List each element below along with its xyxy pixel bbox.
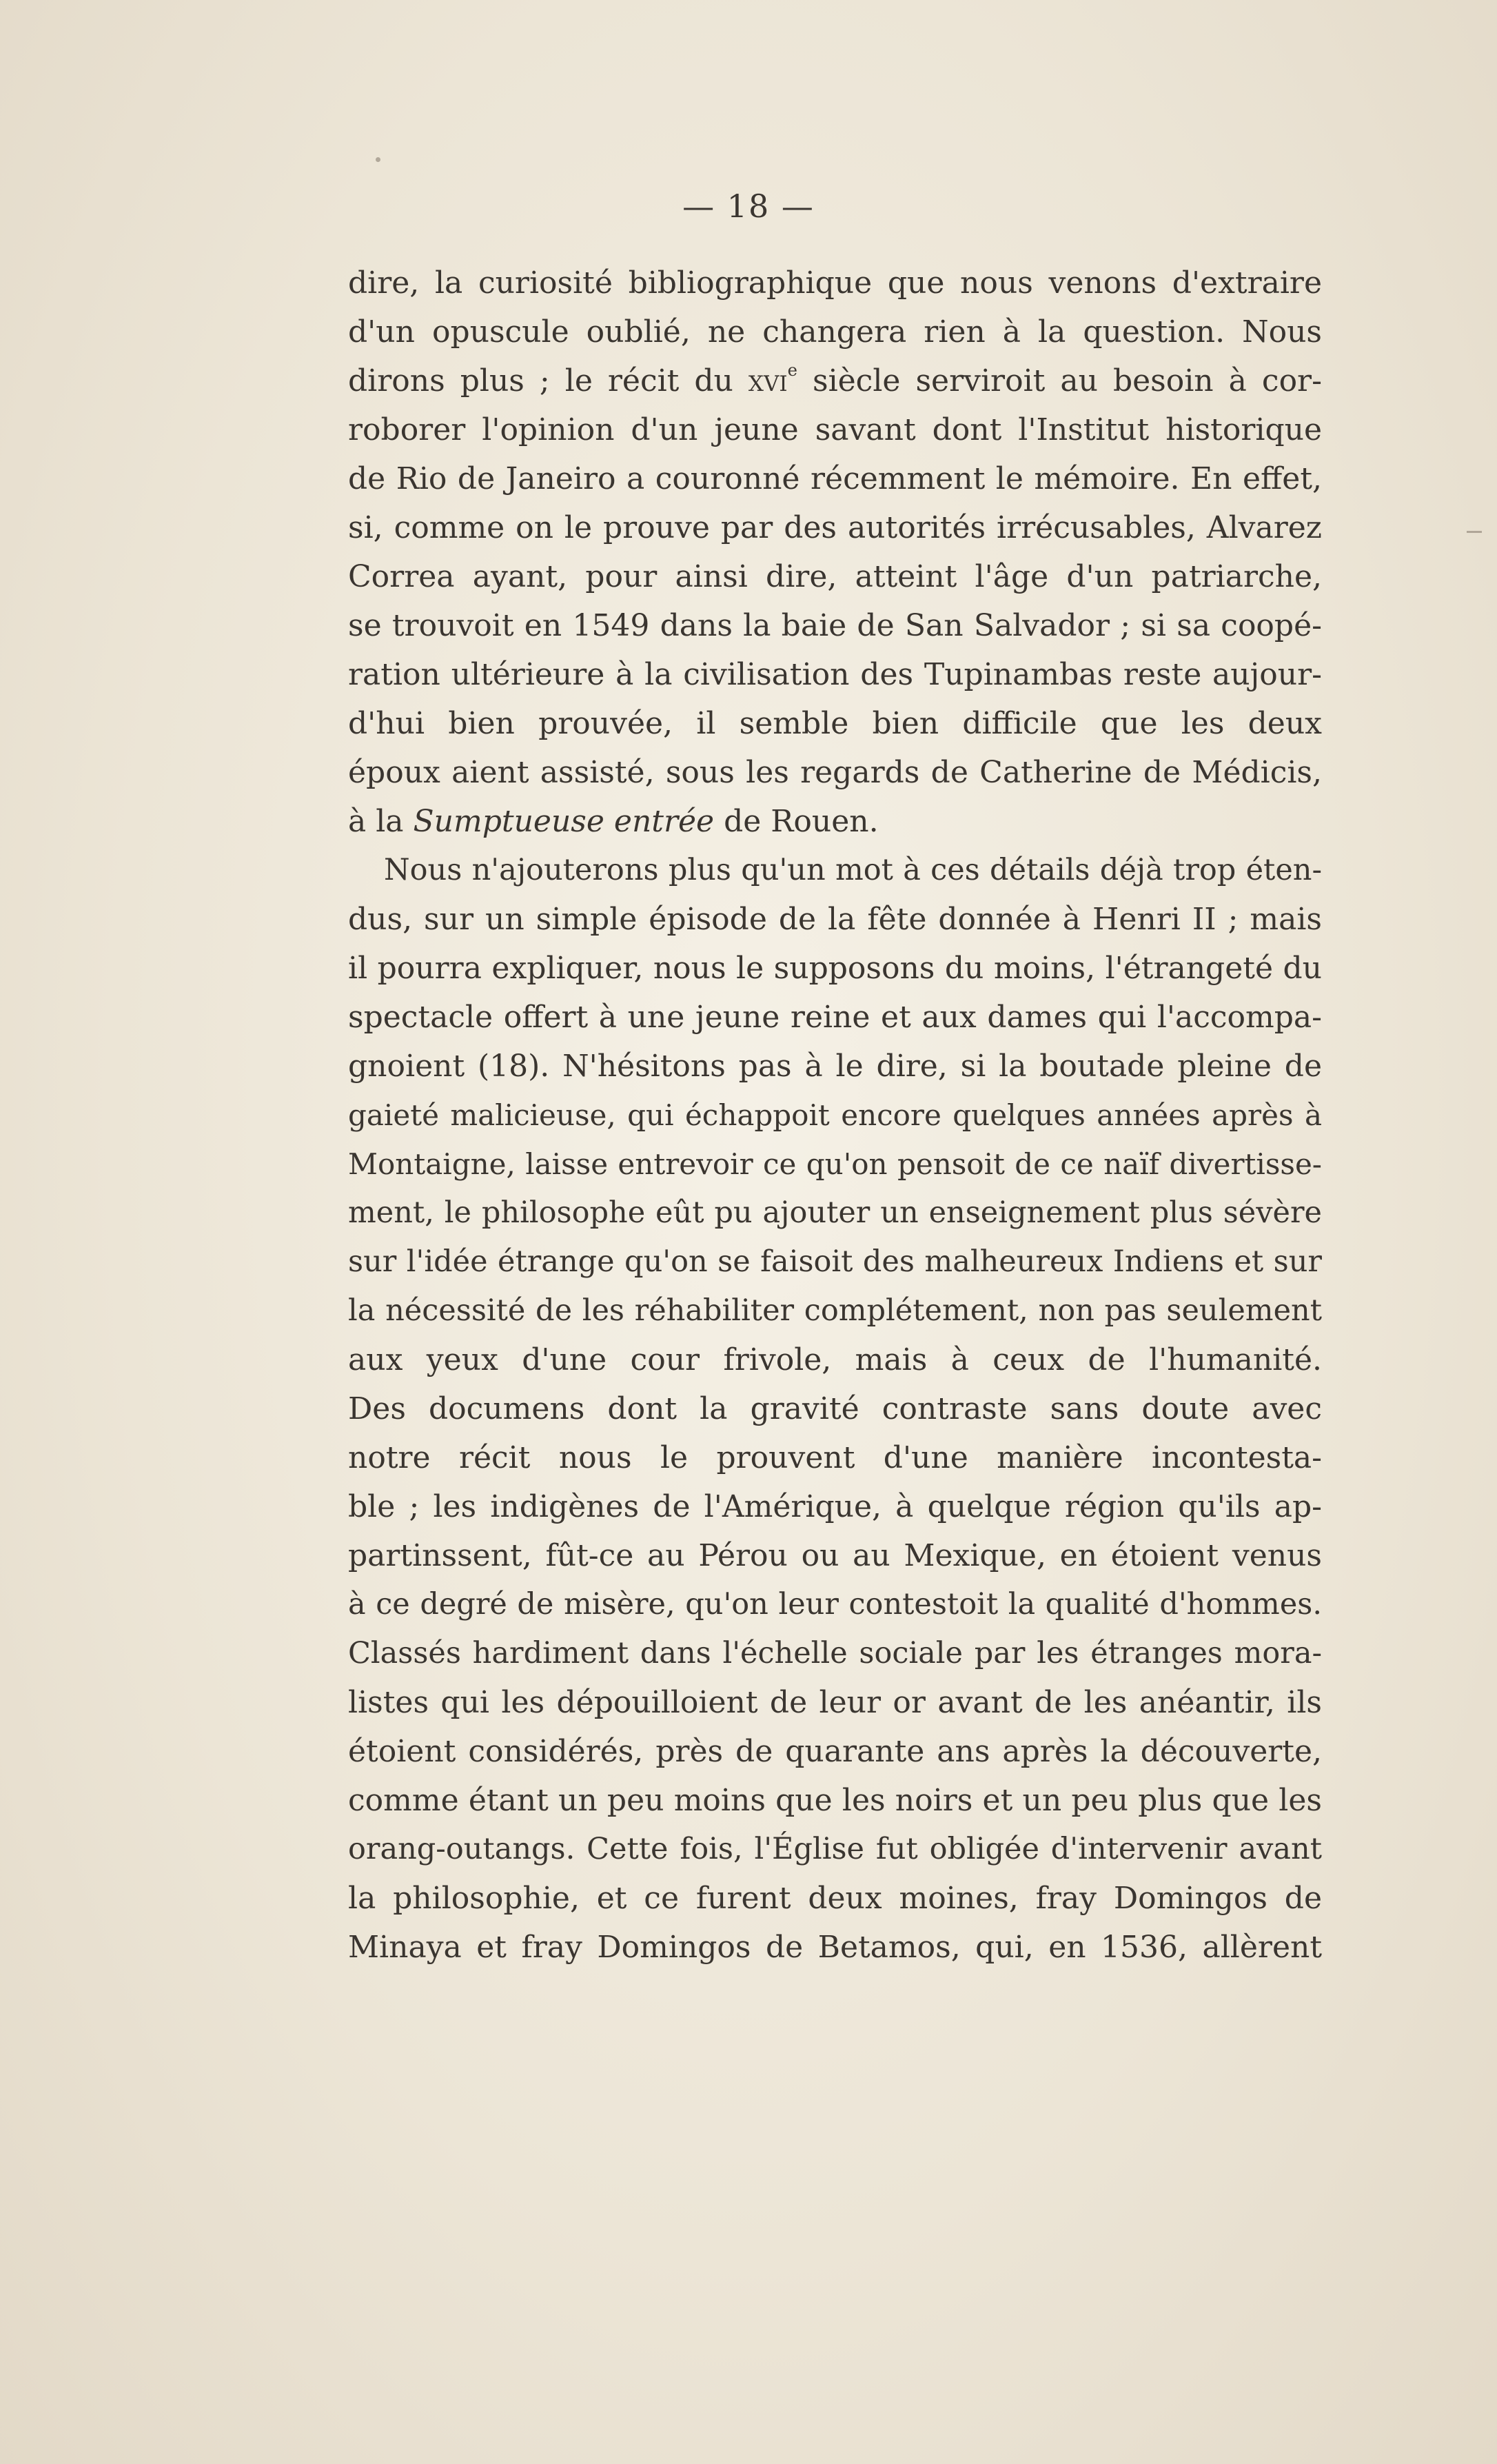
text-line: il pourra expliquer, nous le supposons du moins, l'étrangeté du [348,951,1322,986]
italic-title: Sumptueuse entrée [413,804,715,839]
text-line: ment, le philosophe eût pu ajouter un enseignement plus sévère [348,1195,1322,1230]
text-line-start: dirons plus ; le récit du [348,363,733,398]
century-suffix: e [787,361,797,381]
text-line-start: à la [348,804,404,839]
text-line: gnoient (18). N'hésitons pas à le dire, si la boutade pleine de [348,1049,1322,1084]
text-line: listes qui les dépouilloient de leur or avant de les anéantir, ils [348,1685,1322,1720]
text-line: d'hui bien prouvée, il semble bien difficile que les deux [348,706,1322,741]
paragraph-start-line: Nous n'ajouterons plus qu'un mot à ces détails déjà trop éten- [384,853,1322,887]
text-line-end: siècle serviroit au besoin à cor- [812,363,1322,398]
page-number: — 18 — [682,188,815,225]
text-line: aux yeux d'une cour frivole, mais à ceux de l'humanité. [348,1342,1322,1377]
text-line: dus, sur un simple épisode de la fête donnée à Henri II ; mais [348,902,1322,937]
text-line: sur l'idée étrange qu'on se faisoit des malheureux Indiens et sur [348,1244,1322,1279]
text-line: ration ultérieure à la civilisation des Tupinambas reste aujour- [348,657,1322,692]
text-line: se trouvoit en 1549 dans la baie de San Salvador ; si sa coopé- [348,608,1322,643]
text-line: Des documens dont la gravité contraste sans doute avec [348,1391,1322,1426]
text-line: roborer l'opinion d'un jeune savant dont l'Institut historique [348,412,1322,447]
paragraph-end-line [348,797,1322,846]
text-line: de Rio de Janeiro a couronné récemment le mémoire. En effet, [348,461,1322,496]
text-line: orang-outangs. Cette fois, l'Église fut obligée d'intervenir avant [348,1832,1322,1866]
text-line: Montaigne, laisse entrevoir ce qu'on pensoit de ce naïf divertisse- [348,1147,1322,1181]
text-line: la nécessité de les réhabiliter complétement, non pas seulement [348,1293,1322,1328]
text-line: Correa ayant, pour ainsi dire, atteint l'âge d'un patriarche, [348,559,1322,594]
text-line: Minaya et fray Domingos de Betamos, qui, en 1536, allèrent [348,1930,1322,1965]
text-line: la philosophie, et ce furent deux moines, fray Domingos de [348,1881,1322,1916]
paper-speck [376,157,380,162]
text-line: époux aient assisté, sous les regards de Catherine de Médicis, [348,755,1322,790]
text-line: gaieté malicieuse, qui échappoit encore quelques années après à [348,1098,1322,1132]
text-line: à ce degré de misère, qu'on leur contestoit la qualité d'hommes. [348,1587,1322,1622]
margin-mark [1467,531,1482,533]
text-line: Classés hardiment dans l'échelle sociale par les étranges mora- [348,1636,1322,1670]
text-line: partinssent, fût-ce au Pérou ou au Mexique, en étoient venus [348,1538,1322,1573]
text-line: étoient considérés, près de quarante ans après la découverte, [348,1734,1322,1769]
text-line: si, comme on le prouve par des autorités irrécusables, Alvarez [348,510,1322,545]
body-text [348,259,1322,1972]
text-line-end: de Rouen. [724,804,879,839]
text-line: notre récit nous le prouvent d'une manière incontesta- [348,1440,1322,1475]
century-numeral: xvi [748,363,788,398]
text-line: ble ; les indigènes de l'Amérique, à quelque région qu'ils ap- [348,1489,1322,1524]
text-line [348,356,1322,405]
text-line: d'un opuscule oublié, ne changera rien à la question. Nous [348,314,1322,350]
text-line: dire, la curiosité bibliographique que nous venons d'extraire [348,265,1322,301]
text-line: spectacle offert à une jeune reine et aux dames qui l'accompa- [348,1000,1322,1035]
text-line: comme étant un peu moins que les noirs et un peu plus que les [348,1783,1322,1818]
